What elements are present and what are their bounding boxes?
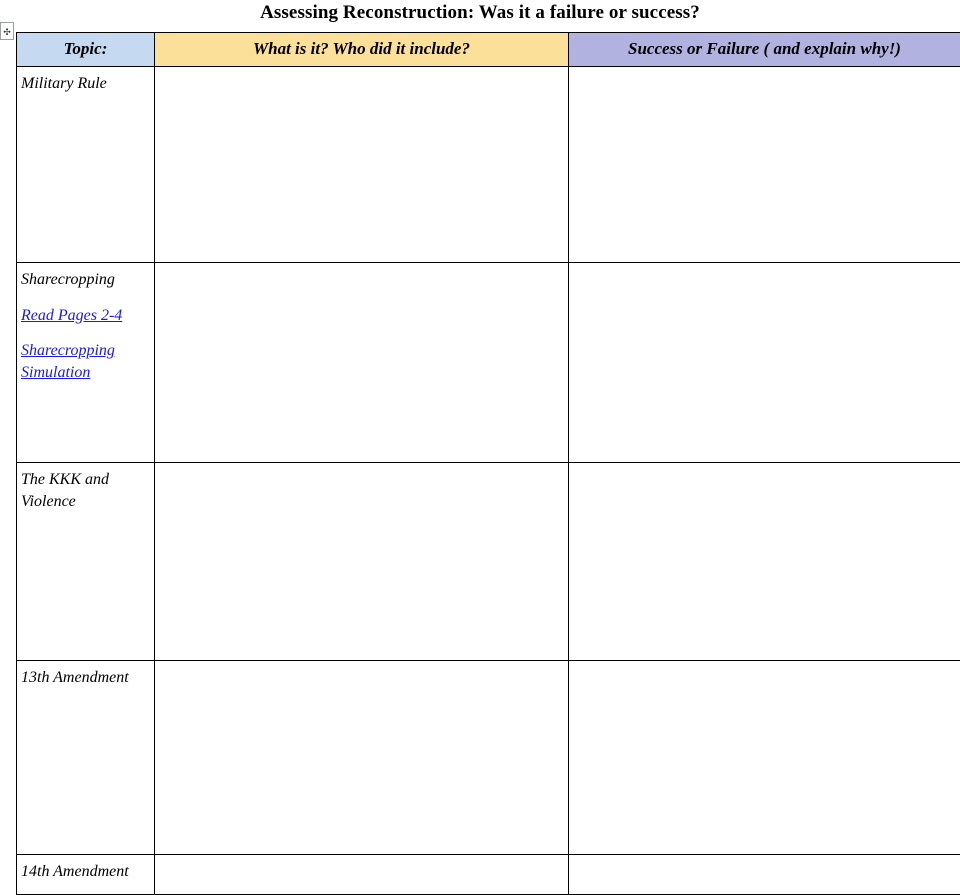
page-title: Assessing Reconstruction: Was it a failure or success? bbox=[0, 0, 960, 24]
reconstruction-table bbox=[16, 32, 960, 895]
what-cell-13th-amendment[interactable] bbox=[155, 661, 569, 855]
table-row bbox=[17, 661, 960, 855]
success-failure-cell-14th-amendment[interactable] bbox=[569, 855, 960, 895]
topic-cell-kkk-violence bbox=[17, 463, 155, 661]
topic-label: The KKK and Violence bbox=[21, 469, 150, 512]
success-failure-cell-13th-amendment[interactable] bbox=[569, 661, 960, 855]
link-sharecropping-simulation[interactable]: Sharecropping Simulation bbox=[21, 340, 150, 383]
column-header-what-is-it: What is it? Who did it include? bbox=[155, 33, 569, 67]
column-header-success-failure: Success or Failure ( and explain why!) bbox=[569, 33, 960, 67]
table-row bbox=[17, 263, 960, 463]
what-cell-military-rule[interactable] bbox=[155, 67, 569, 263]
column-header-topic: Topic: bbox=[17, 33, 155, 67]
topic-cell-13th-amendment bbox=[17, 661, 155, 855]
topic-label: 14th Amendment bbox=[21, 861, 150, 883]
topic-cell-military-rule bbox=[17, 67, 155, 263]
table-header-row bbox=[17, 33, 960, 67]
topic-label: 13th Amendment bbox=[21, 667, 150, 689]
what-cell-14th-amendment[interactable] bbox=[155, 855, 569, 895]
table-row bbox=[17, 463, 960, 661]
what-cell-sharecropping[interactable] bbox=[155, 263, 569, 463]
table-row bbox=[17, 67, 960, 263]
topic-label: Military Rule bbox=[21, 73, 150, 95]
what-cell-kkk-violence[interactable] bbox=[155, 463, 569, 661]
table-row bbox=[17, 855, 960, 895]
success-failure-cell-kkk-violence[interactable] bbox=[569, 463, 960, 661]
topic-label: Sharecropping bbox=[21, 269, 150, 291]
topic-cell-sharecropping bbox=[17, 263, 155, 463]
success-failure-cell-military-rule[interactable] bbox=[569, 67, 960, 263]
success-failure-cell-sharecropping[interactable] bbox=[569, 263, 960, 463]
topic-cell-14th-amendment bbox=[17, 855, 155, 895]
link-read-pages-2-4[interactable]: Read Pages 2-4 bbox=[21, 305, 150, 327]
move-handle-icon[interactable]: ✣ bbox=[0, 22, 14, 40]
